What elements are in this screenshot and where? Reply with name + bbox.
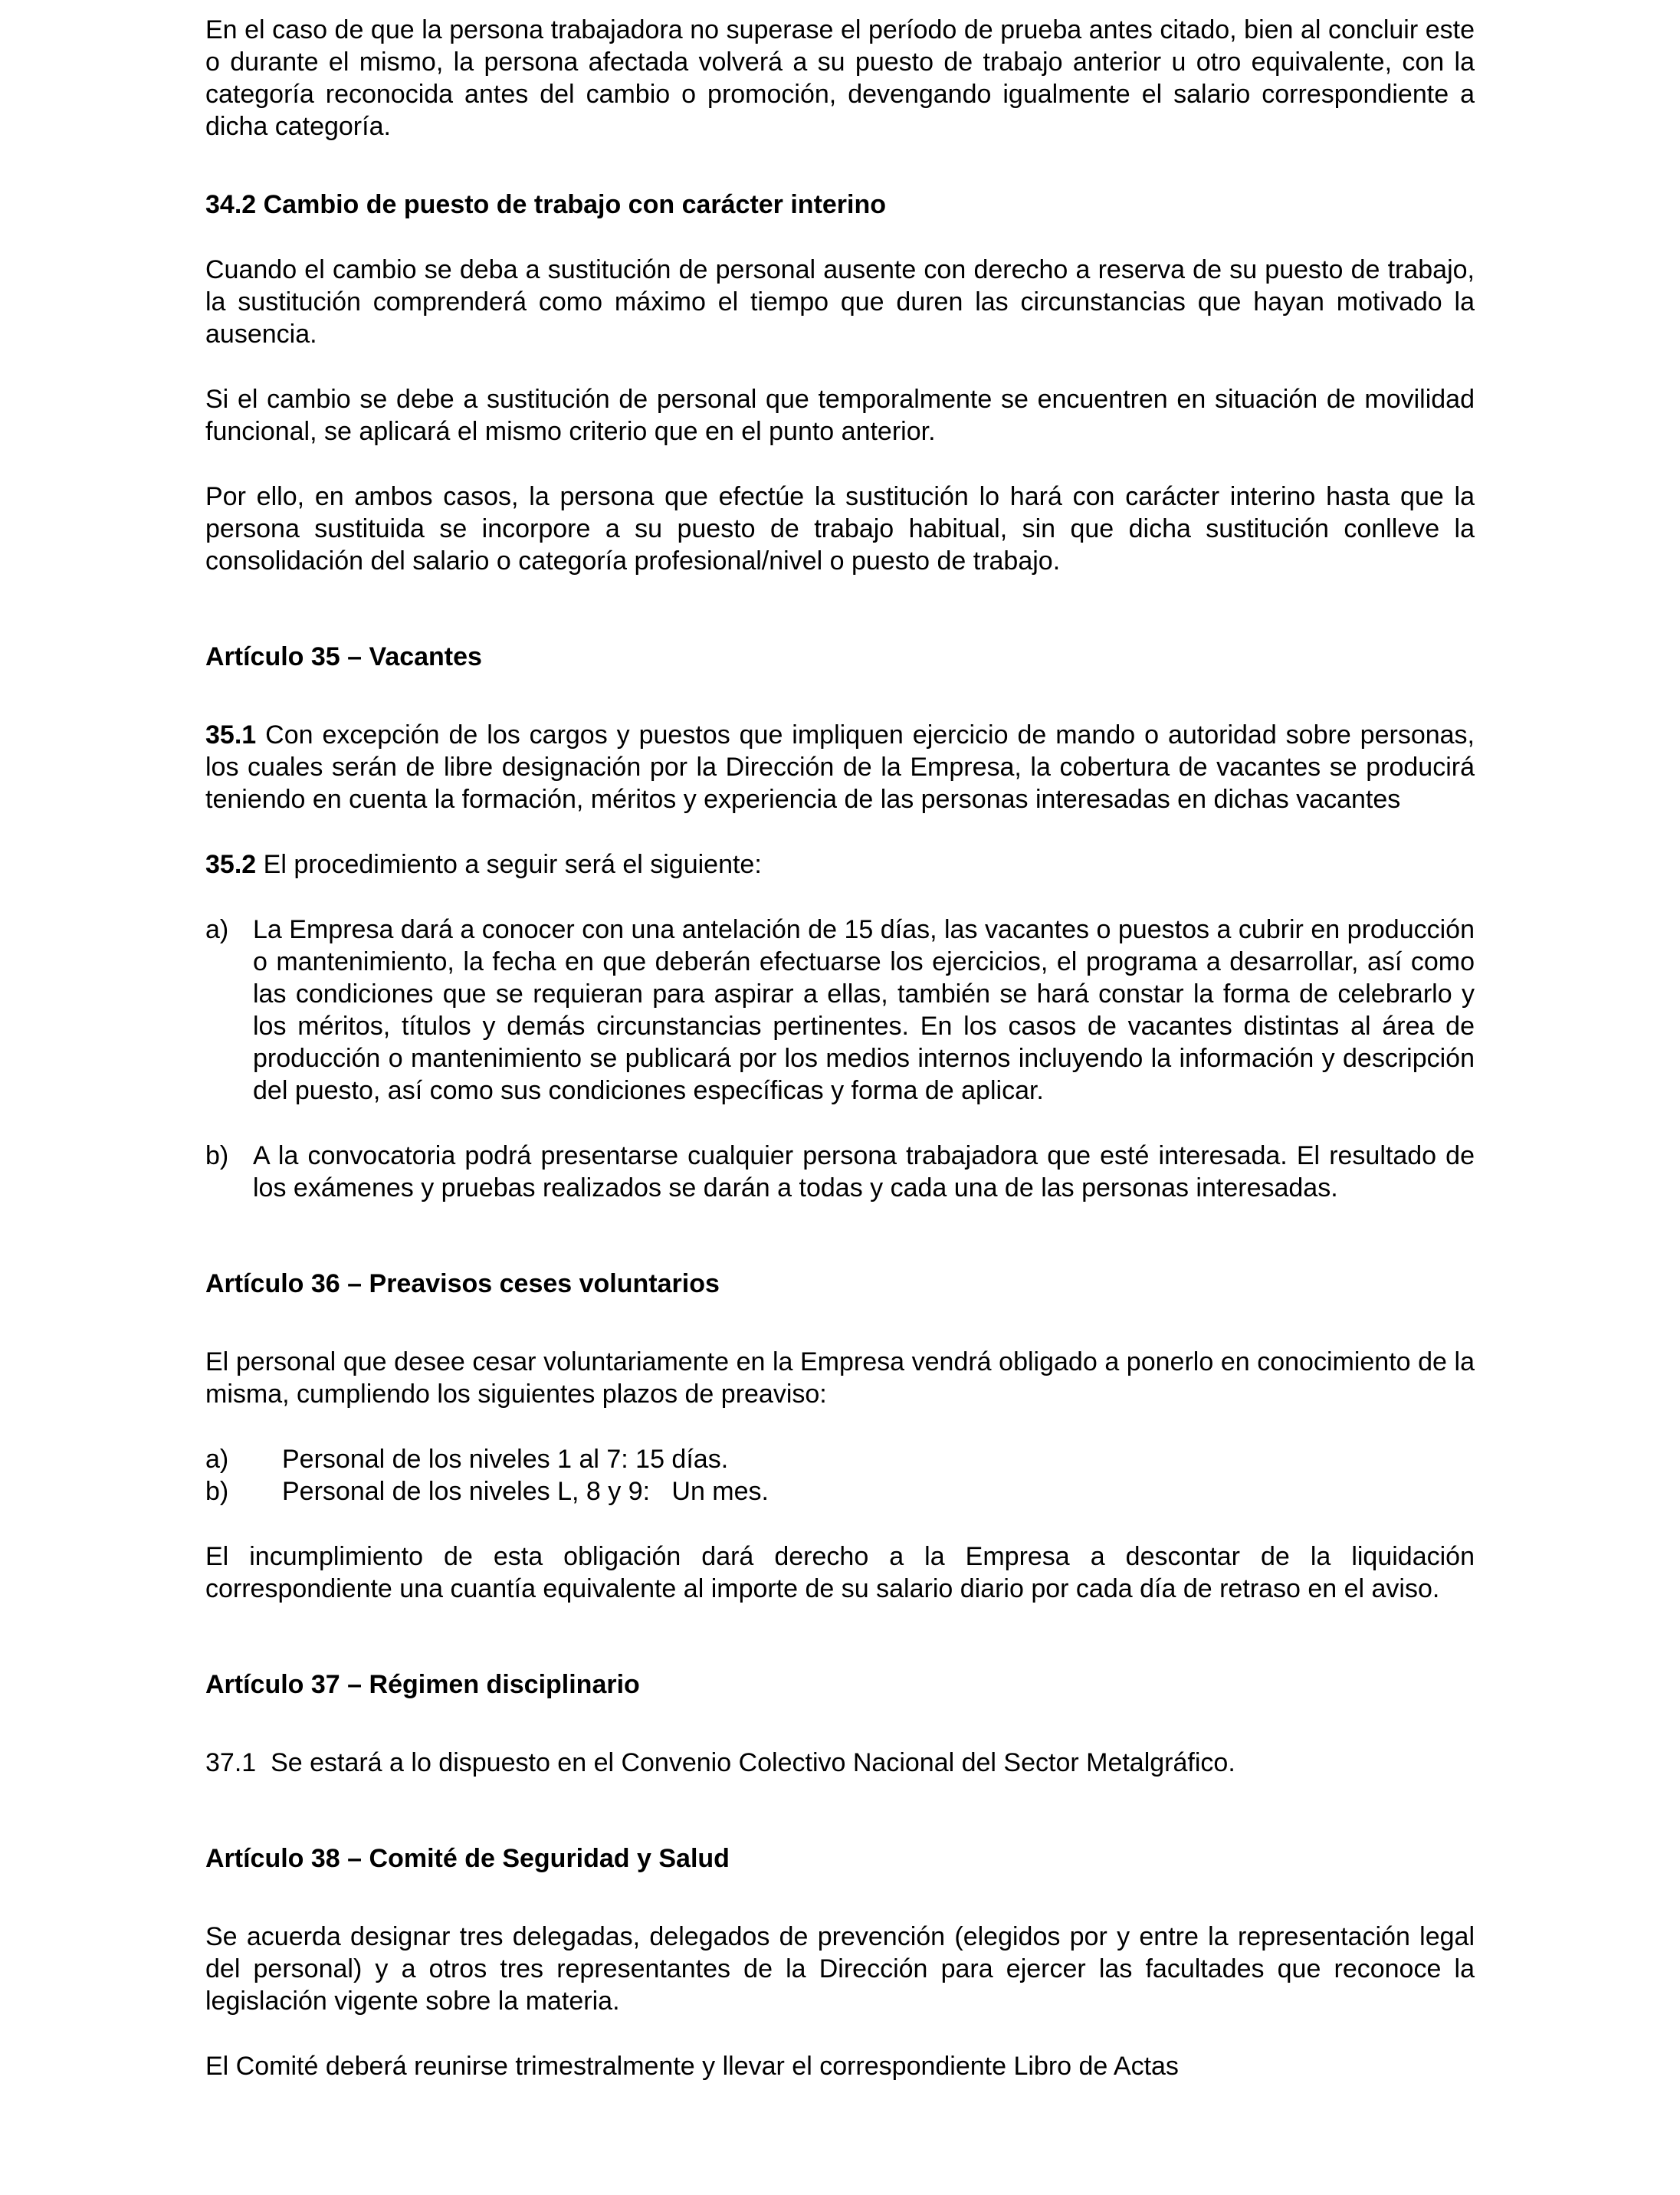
list-item-preaviso-b xyxy=(205,1475,1475,1508)
heading-articulo-37: Artículo 37 – Régimen disciplinario xyxy=(205,1670,640,1699)
paragraph-caracter-interino: Por ello, en ambos casos, la persona que efectúe la sustitución lo hará con carácter interino hasta que la persona sustituida se incorpore a su puesto de trabajo habitual, sin que dicha sustitución conlleve la consolidación del salario o categoría profesional/nivel o puesto de trabajo. xyxy=(205,482,1475,576)
list-item-text: Personal de los niveles L, 8 y 9: Un mes. xyxy=(282,1477,769,1506)
section-number-35-2: 35.2 xyxy=(205,850,257,879)
list-marker: a) xyxy=(205,1445,229,1474)
list-item-preaviso-a xyxy=(205,1443,1475,1475)
list-item-text: A la convocatoria podrá presentarse cualquier persona trabajadora que esté interesada. El resultado de los exámenes y pruebas realizados se darán a todas y cada una de las personas interesadas. xyxy=(253,1141,1475,1202)
section-number-35-1: 35.1 xyxy=(205,720,257,750)
paragraph-35-2 xyxy=(205,848,1475,881)
list-item-35-b xyxy=(205,1140,1475,1204)
paragraph-libro-actas: El Comité deberá reunirse trimestralmente y llevar el correspondiente Libro de Actas xyxy=(205,2052,1179,2081)
heading-articulo-35: Artículo 35 – Vacantes xyxy=(205,642,482,671)
paragraph-37-1: 37.1 Se estará a lo dispuesto en el Convenio Colectivo Nacional del Sector Metalgráfico. xyxy=(205,1748,1235,1777)
paragraph-incumplimiento: El incumplimiento de esta obligación dará derecho a la Empresa a descontar de la liquidación correspondiente una cuantía equivalente al importe de su salario diario por cada día de retraso en el aviso. xyxy=(205,1542,1475,1603)
section-text-35-1: Con excepción de los cargos y puestos que impliquen ejercicio de mando o autoridad sobre personas, los cuales serán de libre designación por la Dirección de la Empresa, la cobertura de vacantes se producirá teniendo en cuenta la formación, méritos y experiencia de las personas interesadas en dichas vacantes xyxy=(205,720,1475,814)
preaviso-list xyxy=(205,1443,1475,1508)
list-item-35-a xyxy=(205,914,1475,1107)
list-item-text: La Empresa dará a conocer con una antelación de 15 días, las vacantes o puestos a cubrir en producción o mantenimiento, la fecha en que deberán efectuarse los ejercicios, el programa a desarrollar, así como las condiciones que se requieran para aspirar a ellas, también se hará constar la forma de celebrarlo y los méritos, títulos y demás circunstancias pertinentes. En los casos de vacantes distintas al área de producción o mantenimiento se publicará por los medios internos incluyendo la información y descripción del puesto, así como sus condiciones específicas y forma de aplicar. xyxy=(253,915,1475,1105)
list-item-text: Personal de los niveles 1 al 7: 15 días. xyxy=(282,1445,729,1474)
list-marker: b) xyxy=(205,1141,229,1170)
paragraph-comite-seguridad: Se acuerda designar tres delegadas, delegados de prevención (elegidos por y entre la representación legal del personal) y a otros tres representantes de la Dirección para ejercer las facultades que reconoce la legislación vigente sobre la materia. xyxy=(205,1922,1475,2016)
paragraph-movilidad-funcional: Si el cambio se debe a sustitución de personal que temporalmente se encuentren en situación de movilidad funcional, se aplicará el mismo criterio que en el punto anterior. xyxy=(205,385,1475,446)
list-marker: b) xyxy=(205,1477,229,1506)
heading-articulo-38: Artículo 38 – Comité de Seguridad y Salud xyxy=(205,1844,730,1873)
paragraph-preaviso-intro: El personal que desee cesar voluntariamente en la Empresa vendrá obligado a ponerlo en conocimiento de la misma, cumpliendo los siguientes plazos de preaviso: xyxy=(205,1347,1475,1409)
list-marker: a) xyxy=(205,915,229,944)
paragraph-sustitucion-ausente: Cuando el cambio se deba a sustitución de personal ausente con derecho a reserva de su puesto de trabajo, la sustitución comprenderá como máximo el tiempo que duren las circunstancias que hayan motivado la ausencia. xyxy=(205,255,1475,349)
heading-articulo-36: Artículo 36 – Preavisos ceses voluntarios xyxy=(205,1269,720,1298)
paragraph-periodo-prueba: En el caso de que la persona trabajadora no superase el período de prueba antes citado, bien al concluir este o durante el mismo, la persona afectada volverá a su puesto de trabajo anterior u otro equivalente, con la categoría reconocida antes del cambio o promoción, devengando igualmente el salario correspondiente a dicha categoría. xyxy=(205,15,1475,141)
heading-34-2: 34.2 Cambio de puesto de trabajo con carácter interino xyxy=(205,190,887,219)
paragraph-35-1 xyxy=(205,719,1475,815)
section-text-35-2: El procedimiento a seguir será el siguiente: xyxy=(263,850,762,879)
